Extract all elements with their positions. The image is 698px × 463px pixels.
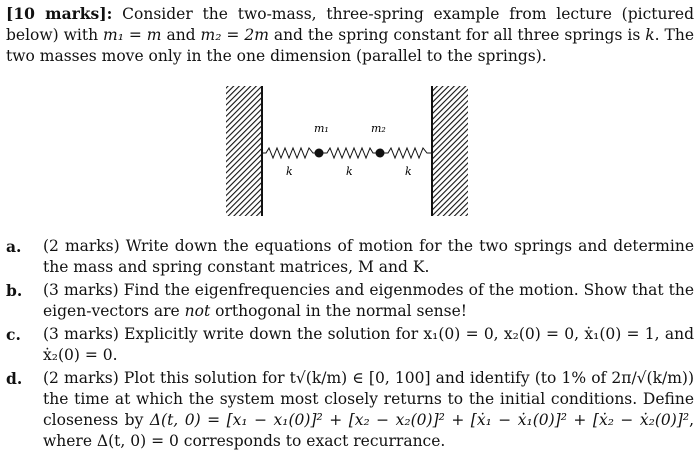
right-wall (432, 86, 468, 216)
question-letter: c. (6, 325, 21, 344)
spring-2 (323, 148, 376, 158)
question-text: (2 marks) Write down the equations of motion for the two springs and determine the mass and spring constant matrices, M and K. (43, 237, 694, 276)
spring-3 (384, 148, 432, 158)
question-text-a: (3 marks) Find the eigenfrequencies and eigenmodes of the motion. Show that the eigen-vectors are (43, 281, 694, 320)
spring-mass-figure (220, 82, 480, 220)
intro-text-d: . The two masses move only in the one dimension (parallel to the springs). (6, 26, 695, 65)
m1-equation: m₁ = m (103, 26, 162, 44)
question-d (6, 368, 694, 452)
spring-1 (262, 148, 317, 158)
mass-2-label: m₂ (371, 122, 386, 135)
m2-equation: m₂ = 2m (200, 26, 269, 44)
question-letter: d. (6, 369, 23, 388)
mass-2 (376, 149, 385, 158)
mass-1-label: m₁ (314, 122, 329, 135)
intro-text-b: and (161, 26, 201, 44)
marks-label: [10 marks]: (6, 4, 113, 23)
intro-text-a: Consider the two-mass, three-spring example from lecture (pictured below) with (6, 5, 695, 44)
spring-1-label: k (286, 165, 293, 178)
left-wall (226, 86, 262, 216)
spring-2-label: k (346, 165, 353, 178)
question-a (6, 236, 694, 278)
question-emphasis: not (184, 302, 211, 320)
spring-3-label: k (405, 165, 412, 178)
question-text: (3 marks) Explicitly write down the solution for x₁(0) = 0, x₂(0) = 0, ẋ₁(0) = 1, and ẋ₂(0) = 0. (43, 325, 694, 364)
spring-constant: k (645, 26, 655, 44)
question-text-a: (2 marks) Plot this solution for t√(k/m) ∈ [0, 100] and identify (to 1% of 2π/√(k/m)) the time at which the system most closely returns to the initial conditions. Define closeness by (43, 369, 694, 429)
question-letter: a. (6, 237, 22, 256)
question-text-b: , where Δ(t, 0) = 0 corresponds to exact recurrance. (43, 411, 694, 450)
intro-text-c: and the spring constant for all three springs is (268, 26, 646, 44)
problem-intro (6, 3, 694, 67)
question-b (6, 280, 694, 322)
question-text-b: orthogonal in the normal sense! (210, 302, 467, 320)
closeness-formula: Δ(t, 0) = [x₁ − x₁(0)]² + [x₂ − x₂(0)]² + [ẋ₁ − ẋ₁(0)]² + [ẋ₂ − ẋ₂(0)]² (149, 411, 690, 429)
question-c (6, 324, 694, 366)
question-list (6, 236, 694, 454)
question-letter: b. (6, 281, 23, 300)
mass-1 (315, 149, 324, 158)
